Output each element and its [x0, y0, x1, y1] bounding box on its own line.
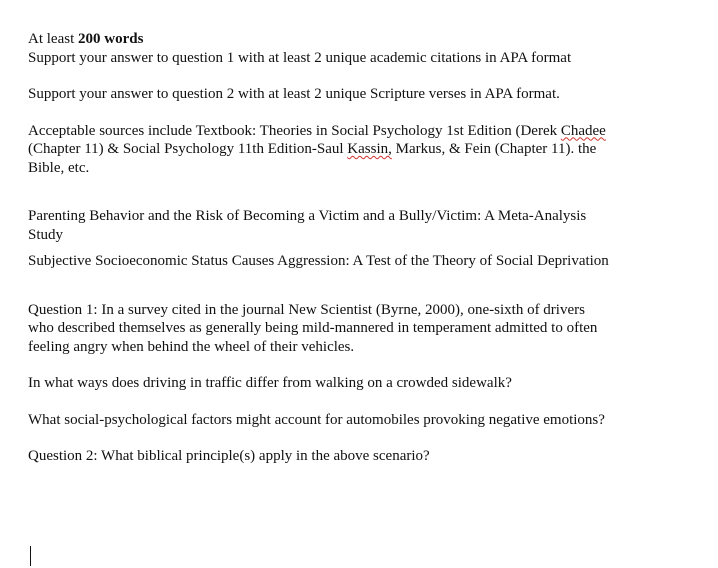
- spellcheck-flag-chadee: Chadee: [560, 122, 606, 139]
- word-count-bold: 200 words: [78, 31, 144, 47]
- text-cursor: [30, 546, 31, 566]
- question-1-part-a: In what ways does driving in traffic differ from walking on a crowded sidewalk?: [28, 375, 512, 391]
- q1-citation-requirement: Support your answer to question 1 with at least 2 unique academic citations in APA format: [28, 49, 572, 66]
- requirements-block: [28, 30, 688, 67]
- question-1: Question 1: In a survey cited in the journal New Scientist (Byrne, 2000), one-sixth of drivers who described themselves as generally being mild-mannered in temperament admitted to often feeling angry when behind the wheel of their vehicles.: [28, 301, 598, 355]
- question-2: Question 2: What biblical principle(s) apply in the above scenario?: [28, 448, 430, 464]
- article-title-parenting: Parenting Behavior and the Risk of Becoming a Victim and a Bully/Victim: A Meta-Analysis Study: [28, 208, 587, 243]
- question-1-part-b: What social-psychological factors might account for automobiles provoking negative emotions?: [28, 411, 605, 428]
- spellcheck-flag-kassin: Kassin,: [347, 141, 392, 157]
- document-body[interactable]: [28, 30, 688, 466]
- word-count-requirement: At least 200 words: [28, 31, 144, 47]
- q2-scripture-requirement: Support your answer to question 2 with at least 2 unique Scripture verses in APA format.: [28, 86, 560, 102]
- acceptable-sources: Acceptable sources include Textbook: Theories in Social Psychology 1st Edition (Derek Chadee (Chapter 11) & Social Psychology 11th Edition-Saul Kassin, Markus, & Fein (Chapter 11). the Bible, etc.: [28, 122, 606, 176]
- article-title-socioeconomic: Subjective Socioeconomic Status Causes Aggression: A Test of the Theory of Social Deprivation: [28, 253, 609, 269]
